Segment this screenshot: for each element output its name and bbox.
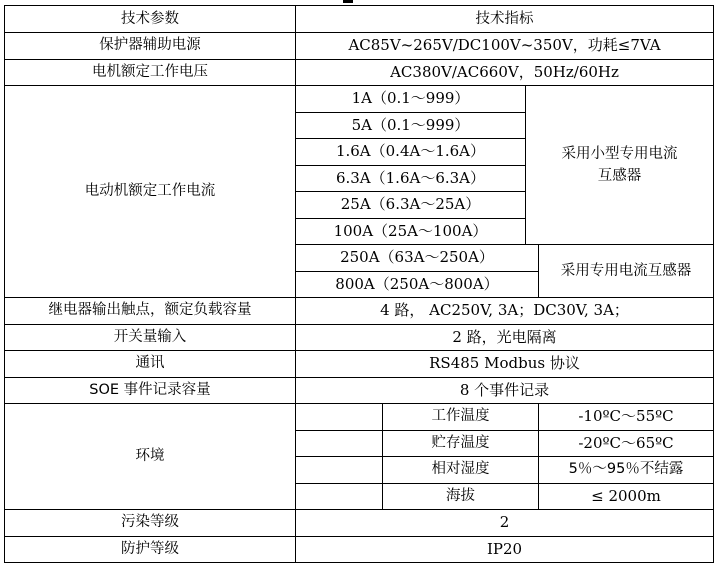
env-blank: [296, 483, 383, 510]
row-comm: [5, 351, 714, 378]
row-current-1: [5, 86, 714, 113]
header-param: 技术参数: [5, 6, 296, 33]
env-blank: [296, 430, 383, 457]
top-edge-mark: [343, 0, 353, 3]
pollution-label: 污染等级: [5, 510, 296, 537]
env-item-name: 工作温度: [383, 404, 539, 431]
protection-value: IP20: [296, 536, 714, 563]
comm-value: RS485 Modbus 协议: [296, 351, 714, 378]
row-switch-input: [5, 324, 714, 351]
env-blank: [296, 404, 383, 431]
env-item-value: ≤ 2000m: [539, 483, 714, 510]
current-range: 1.6A（0.4A～1.6A）: [296, 139, 526, 166]
env-item-value: 5％～95％不结露: [539, 457, 714, 484]
motor-current-label: 电动机额定工作电流: [5, 86, 296, 298]
protection-label: 防护等级: [5, 536, 296, 563]
row-pollution: [5, 510, 714, 537]
motor-voltage-label: 电机额定工作电压: [5, 59, 296, 86]
relay-label: 继电器输出触点，额定负载容量: [5, 298, 296, 325]
current-range: 25A（6.3A～25A）: [296, 192, 526, 219]
env-blank: [296, 457, 383, 484]
row-aux-power: [5, 33, 714, 60]
soe-label: SOE 事件记录容量: [5, 377, 296, 404]
row-protection: [5, 536, 714, 563]
ct-small-note: 采用小型专用电流互感器: [526, 86, 714, 245]
comm-label: 通讯: [5, 351, 296, 378]
env-item-value: -20ºC～65ºC: [539, 430, 714, 457]
relay-value: 4 路， AC250V, 3A；DC30V, 3A；: [296, 298, 714, 325]
env-item-name: 海拔: [383, 483, 539, 510]
env-item-value: -10ºC～55ºC: [539, 404, 714, 431]
env-item-name: 贮存温度: [383, 430, 539, 457]
switch-input-value: 2 路，光电隔离: [296, 324, 714, 351]
header-spec: 技术指标: [296, 6, 714, 33]
header-row: [5, 6, 714, 33]
current-range: 100A（25A～100A）: [296, 218, 526, 245]
aux-power-value: AC85V~265V/DC100V~350V，功耗≤7VA: [296, 33, 714, 60]
ct-special-note: 采用专用电流互感器: [539, 245, 714, 298]
row-relay: [5, 298, 714, 325]
current-range: 5A（0.1～999）: [296, 112, 526, 139]
env-item-name: 相对湿度: [383, 457, 539, 484]
pollution-value: 2: [296, 510, 714, 537]
current-range: 800A（250A～800A）: [296, 271, 539, 298]
switch-input-label: 开关量输入: [5, 324, 296, 351]
soe-value: 8 个事件记录: [296, 377, 714, 404]
row-env-1: [5, 404, 714, 431]
row-soe: [5, 377, 714, 404]
motor-voltage-value: AC380V/AC660V，50Hz/60Hz: [296, 59, 714, 86]
current-range: 1A（0.1～999）: [296, 86, 526, 113]
current-range: 250A（63A～250A）: [296, 245, 539, 272]
row-motor-voltage: [5, 59, 714, 86]
spec-table: [4, 5, 714, 563]
env-label: 环境: [5, 404, 296, 510]
current-range: 6.3A（1.6A～6.3A）: [296, 165, 526, 192]
aux-power-label: 保护器辅助电源: [5, 33, 296, 60]
